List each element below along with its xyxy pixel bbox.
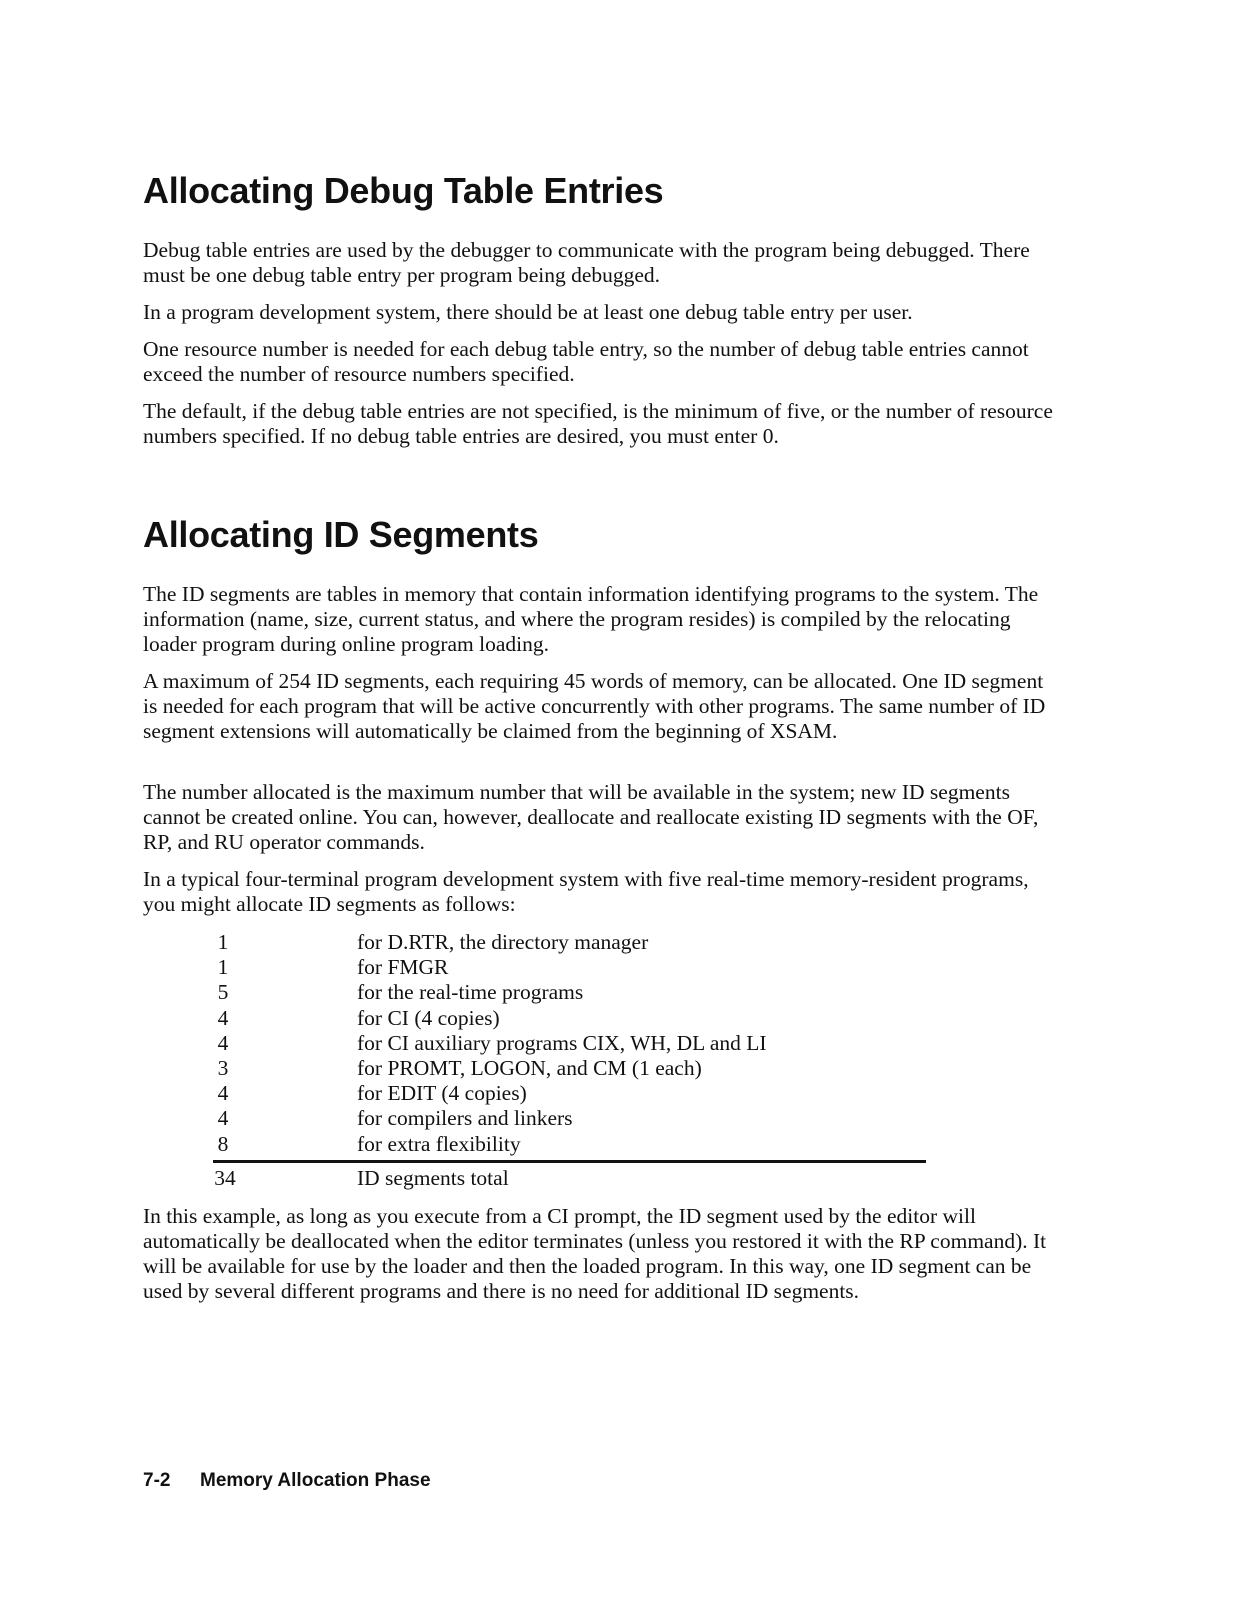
paragraph: The ID segments are tables in memory that contain information identifying programs to the system. The information (name, size, current status, and where the program resides) is compiled by the relocating loader program during online program loading.	[143, 582, 1039, 656]
allocation-total-count: 34	[214, 1166, 236, 1190]
allocation-count: 4	[217, 1081, 229, 1106]
allocation-row	[213, 930, 926, 955]
allocation-total-row	[213, 1166, 926, 1191]
allocation-count: 1	[217, 930, 229, 954]
paragraph: The default, if the debug table entries are not specified, is the minimum of five, or the number of resource numbers specified. If no debug table entries are desired, you must enter 0.	[143, 399, 1053, 448]
paragraph: The number allocated is the maximum number that will be available in the system; new ID segments cannot be created online. You can, however, deallocate and reallocate existing ID segments with the OF, RP, and RU operator commands.	[143, 780, 1039, 854]
page-footer	[143, 1470, 431, 1492]
allocation-description: for EDIT (4 copies)	[357, 1081, 527, 1106]
chapter-title: Memory Allocation Phase	[200, 1470, 431, 1491]
allocation-description: for extra flexibility	[357, 1131, 521, 1156]
allocation-row	[213, 1132, 926, 1157]
allocation-row	[213, 955, 926, 980]
section-heading-id-segments: Allocating ID Segments	[143, 514, 539, 555]
allocation-count: 4	[217, 1106, 229, 1131]
allocation-total-description: ID segments total	[357, 1166, 509, 1190]
paragraph: Debug table entries are used by the debugger to communicate with the program being debugged. There must be one debug table entry per program being debugged.	[143, 238, 1030, 287]
total-divider-rule	[213, 1160, 926, 1163]
paragraph: In this example, as long as you execute from a CI prompt, the ID segment used by the editor will automatically be deallocated when the editor terminates (unless you restored it with the RP command). It will be available for use by the loader and then the loaded program. In this way, one ID segment can be used by several different programs and there is no need for additional ID segments.	[143, 1204, 1047, 1303]
allocation-row	[213, 1106, 926, 1131]
allocation-description: for compilers and linkers	[357, 1106, 573, 1131]
allocation-row	[213, 1031, 926, 1056]
paragraph: A maximum of 254 ID segments, each requiring 45 words of memory, can be allocated. One ID segment is needed for each program that will be active concurrently with other programs. The same number of ID segment extensions will automatically be claimed from the beginning of XSAM.	[143, 669, 1046, 743]
id-segment-allocation-table	[213, 930, 926, 1190]
allocation-description: for PROMT, LOGON, and CM (1 each)	[357, 1055, 702, 1080]
allocation-count: 4	[217, 1030, 229, 1055]
allocation-count: 3	[217, 1055, 229, 1080]
page-number: 7-2	[143, 1470, 171, 1491]
paragraph: One resource number is needed for each debug table entry, so the number of debug table entries cannot exceed the number of resource numbers specified.	[143, 337, 1029, 386]
allocation-row	[213, 1056, 926, 1081]
section-heading-debug-table: Allocating Debug Table Entries	[143, 170, 664, 211]
allocation-count: 4	[217, 1005, 229, 1030]
allocation-row	[213, 1006, 926, 1031]
paragraph: In a typical four-terminal program development system with five real-time memory-resident programs, you might allocate ID segments as follows:	[143, 867, 1029, 916]
allocation-description: for CI auxiliary programs CIX, WH, DL and LI	[357, 1030, 767, 1055]
allocation-description: for CI (4 copies)	[357, 1005, 500, 1030]
allocation-count: 8	[217, 1131, 229, 1156]
paragraph: In a program development system, there should be at least one debug table entry per user.	[143, 300, 913, 324]
allocation-count: 1	[217, 955, 229, 980]
allocation-description: for FMGR	[357, 955, 449, 980]
allocation-description: for D.RTR, the directory manager	[357, 930, 649, 954]
allocation-count: 5	[217, 980, 229, 1005]
allocation-description: for the real-time programs	[357, 980, 584, 1005]
allocation-row	[213, 980, 926, 1005]
allocation-row	[213, 1081, 926, 1106]
